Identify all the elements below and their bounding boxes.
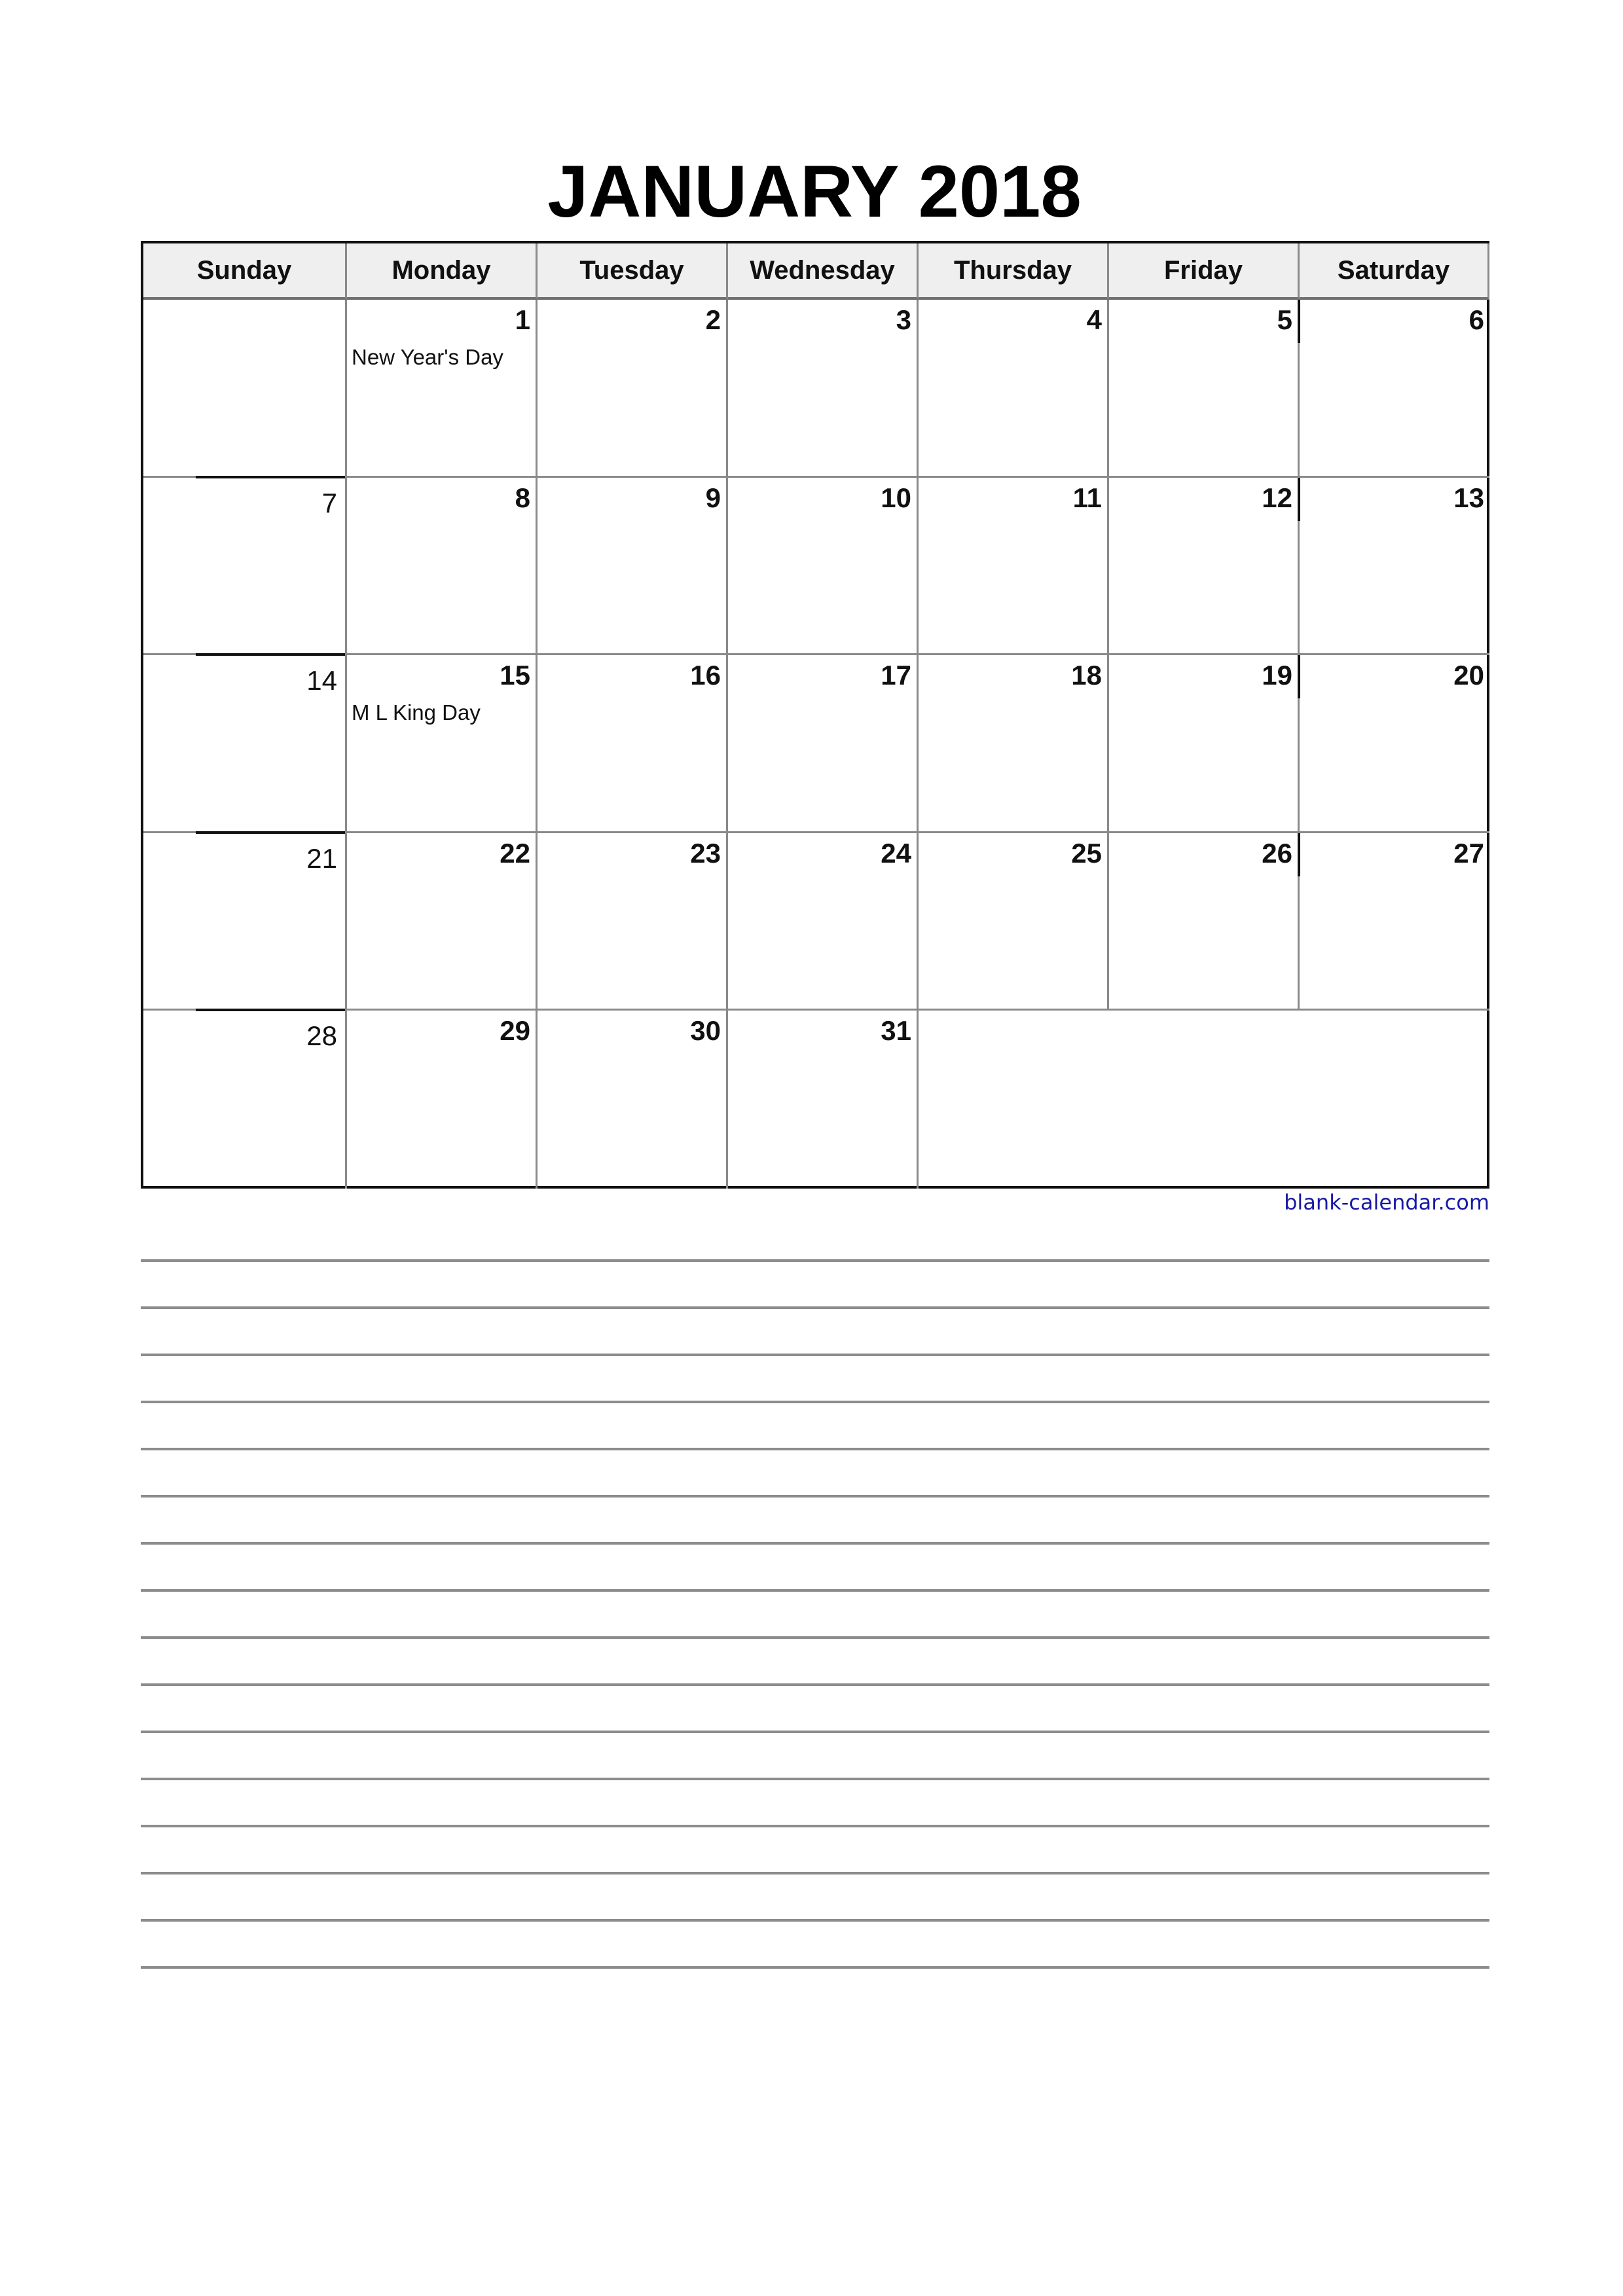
- weekday-header-friday: Friday: [1109, 243, 1300, 300]
- day-cell-19[interactable]: [1109, 655, 1300, 833]
- day-number: 12: [1262, 482, 1292, 513]
- day-number: 11: [1072, 482, 1102, 513]
- day-cell-27[interactable]: [1300, 833, 1489, 1011]
- sunday-divider: [196, 831, 345, 834]
- note-line: [141, 1589, 1489, 1592]
- calendar-title: JANUARY 2018: [547, 151, 1082, 232]
- weekday-header-sunday: Sunday: [143, 243, 347, 300]
- note-line: [141, 1731, 1489, 1733]
- day-cell-2[interactable]: [538, 300, 728, 478]
- day-cell-29[interactable]: [347, 1011, 538, 1189]
- weekday-header-saturday: Saturday: [1300, 243, 1489, 300]
- day-cell-1[interactable]: [347, 300, 538, 478]
- saturday-divider: [1298, 655, 1300, 698]
- day-number: 31: [881, 1015, 911, 1046]
- sunday-divider: [196, 653, 345, 656]
- day-number: 26: [1262, 837, 1292, 869]
- day-number: 3: [896, 304, 911, 335]
- day-number: 28: [306, 1020, 337, 1051]
- day-number: 27: [1453, 837, 1484, 869]
- day-number: 1: [515, 304, 530, 335]
- day-cell-16[interactable]: [538, 655, 728, 833]
- day-cell-28[interactable]: [143, 1011, 347, 1189]
- note-line: [141, 1778, 1489, 1780]
- day-cell-31[interactable]: [728, 1011, 919, 1189]
- day-cell-14[interactable]: [143, 655, 347, 833]
- note-line: [141, 1448, 1489, 1450]
- day-cell-9[interactable]: [538, 478, 728, 656]
- day-cell-20[interactable]: [1300, 655, 1489, 833]
- sunday-divider: [196, 476, 345, 478]
- day-cell-10[interactable]: [728, 478, 919, 656]
- credit-link[interactable]: blank-calendar.com: [1284, 1190, 1489, 1215]
- day-number: 8: [515, 482, 530, 513]
- holiday-label: M L King Day: [352, 700, 481, 725]
- day-number: 19: [1262, 660, 1292, 691]
- note-line: [141, 1919, 1489, 1922]
- day-cell-5[interactable]: [1109, 300, 1300, 478]
- day-number: 16: [690, 660, 721, 691]
- day-cell-23[interactable]: [538, 833, 728, 1011]
- day-cell-8[interactable]: [347, 478, 538, 656]
- saturday-divider: [1298, 478, 1300, 521]
- note-line: [141, 1495, 1489, 1498]
- day-number: 29: [500, 1015, 530, 1046]
- day-number: 4: [1086, 304, 1102, 335]
- day-cell-11[interactable]: [919, 478, 1109, 656]
- day-cell-26[interactable]: [1109, 833, 1300, 1011]
- weekday-header-thursday: Thursday: [919, 243, 1109, 300]
- day-cell-17[interactable]: [728, 655, 919, 833]
- day-number: 9: [705, 482, 721, 513]
- day-cell-21[interactable]: [143, 833, 347, 1011]
- day-cell-7[interactable]: [143, 478, 347, 656]
- day-number: 25: [1071, 837, 1102, 869]
- day-cell-13[interactable]: [1300, 478, 1489, 656]
- day-number: 22: [500, 837, 530, 869]
- day-cell-15[interactable]: [347, 655, 538, 833]
- day-number: 30: [690, 1015, 721, 1046]
- note-line: [141, 1825, 1489, 1827]
- empty-cell-span: [919, 1011, 1489, 1189]
- day-cell-18[interactable]: [919, 655, 1109, 833]
- saturday-divider: [1298, 300, 1300, 343]
- day-number: 13: [1453, 482, 1484, 513]
- note-line: [141, 1306, 1489, 1309]
- day-cell-3[interactable]: [728, 300, 919, 478]
- day-number: 7: [321, 487, 337, 518]
- day-number: 18: [1071, 660, 1102, 691]
- note-line: [141, 1683, 1489, 1686]
- day-cell-12[interactable]: [1109, 478, 1300, 656]
- day-cell-22[interactable]: [347, 833, 538, 1011]
- day-cell-4[interactable]: [919, 300, 1109, 478]
- day-number: 24: [881, 837, 911, 869]
- weekday-header-wednesday: Wednesday: [728, 243, 919, 300]
- day-cell-empty[interactable]: [143, 300, 347, 478]
- day-number: 15: [500, 660, 530, 691]
- day-number: 17: [881, 660, 911, 691]
- note-line: [141, 1872, 1489, 1874]
- note-line: [141, 1636, 1489, 1639]
- day-cell-6[interactable]: [1300, 300, 1489, 478]
- note-line: [141, 1401, 1489, 1403]
- note-line: [141, 1542, 1489, 1545]
- day-number: 6: [1468, 304, 1484, 335]
- day-number: 14: [306, 665, 337, 696]
- weekday-header-monday: Monday: [347, 243, 538, 300]
- day-cell-24[interactable]: [728, 833, 919, 1011]
- day-number: 10: [881, 482, 911, 513]
- weekday-header-tuesday: Tuesday: [538, 243, 728, 300]
- note-line: [141, 1354, 1489, 1356]
- note-line: [141, 1259, 1489, 1262]
- holiday-label: New Year's Day: [352, 345, 503, 369]
- day-number: 20: [1453, 660, 1484, 691]
- day-cell-30[interactable]: [538, 1011, 728, 1189]
- day-cell-25[interactable]: [919, 833, 1109, 1011]
- note-line: [141, 1966, 1489, 1969]
- day-number: 21: [306, 842, 337, 874]
- saturday-divider: [1298, 833, 1300, 876]
- day-number: 2: [705, 304, 721, 335]
- calendar-grid: [141, 241, 1489, 1189]
- sunday-divider: [196, 1009, 345, 1011]
- day-number: 5: [1277, 304, 1292, 335]
- day-number: 23: [690, 837, 721, 869]
